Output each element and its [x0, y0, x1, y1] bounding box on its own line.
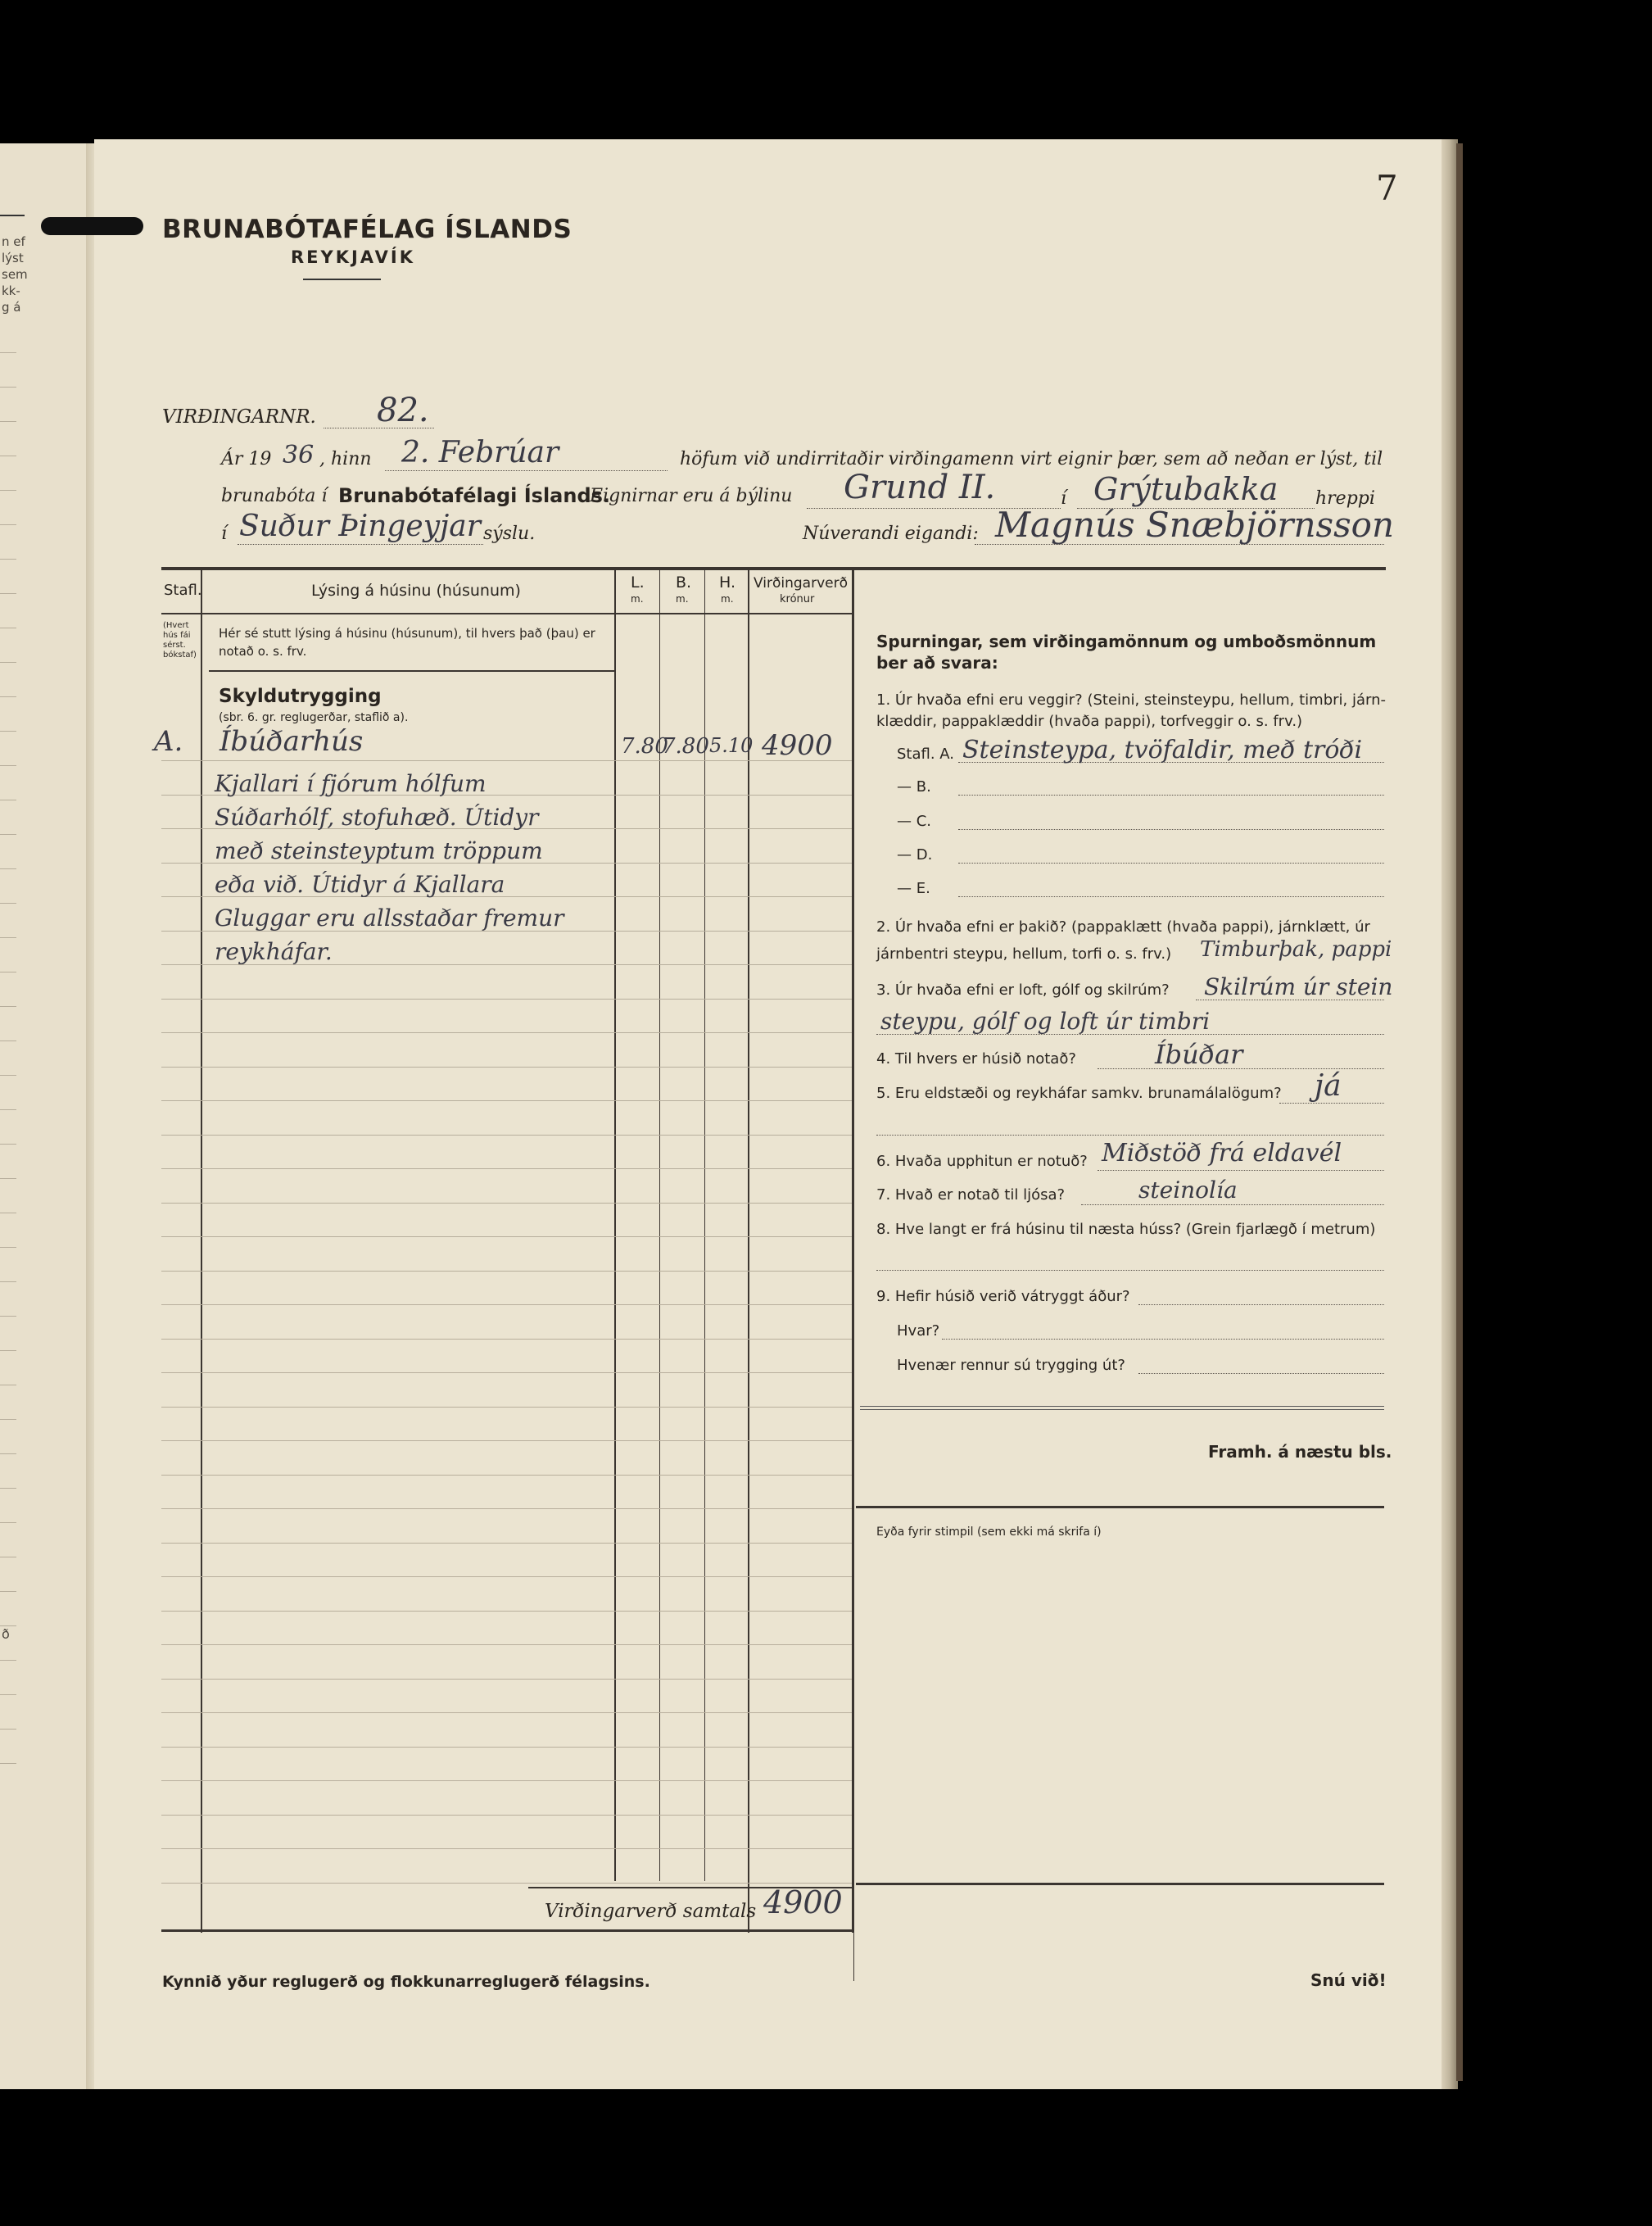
stamp-top-rule — [856, 1506, 1384, 1508]
left-page-ruled-line — [0, 490, 16, 491]
left-page-ruled-line — [0, 696, 16, 697]
binding-hole — [41, 217, 143, 235]
entry-width: 7.80 — [662, 734, 709, 759]
header-description: Lýsing á húsinu (húsunum) — [311, 582, 521, 600]
declaration-text: höfum við undirritaðir virðingamenn virt eignir þær, sem að neðan er lýst, til — [680, 449, 1383, 469]
stafl-note: (Hvert hús fái sérst. bókstaf) — [163, 621, 197, 660]
municipality: Grýtubakka — [1093, 471, 1279, 507]
left-page-ruled-line — [0, 765, 16, 766]
q9-where: Hvar? — [897, 1322, 940, 1340]
book-cover-edge — [1456, 143, 1463, 2081]
description-line: Gluggar eru allsstaðar fremur — [215, 904, 564, 932]
left-page-ruled-line — [0, 937, 16, 938]
total-label: Virðingarverð samtals — [545, 1901, 757, 1922]
ruled-line — [161, 1339, 852, 1340]
ruled-line — [161, 1508, 852, 1509]
continued-note: Framh. á næstu bls. — [1208, 1442, 1392, 1462]
col-l-rule — [614, 570, 616, 1881]
table-top-rule — [161, 567, 1386, 570]
record-date: 2. Febrúar — [401, 436, 559, 469]
page-number: 7 — [1376, 168, 1398, 208]
description-note: Hér sé stutt lýsing á húsinu (húsunum), til hvers það (þau) er notað o. s. frv. — [219, 626, 595, 659]
year-suffix: 36 — [283, 441, 315, 469]
q1-stafl: Stafl. A. — [897, 746, 955, 763]
left-page-ruled-line — [0, 524, 16, 525]
ruled-line — [161, 1236, 852, 1237]
entry-description — [215, 767, 563, 968]
question-6: 6. Hvaða upphitun er notuð? — [876, 1153, 1088, 1170]
header-value: Virðingarverð — [754, 575, 848, 592]
ruled-line — [161, 1780, 852, 1781]
q9-where-line — [942, 1339, 1384, 1340]
header-l-unit: m. — [631, 593, 644, 605]
left-page-ruled-line — [0, 1419, 16, 1420]
record-nr-label: VIRÐINGARNR. — [162, 406, 316, 428]
header-rule — [303, 279, 381, 280]
q5-line — [1279, 1103, 1384, 1104]
left-page-rule — [0, 215, 25, 216]
description-line: Kjallari í fjórum hólfum — [215, 770, 487, 797]
table-bottom-rule — [161, 1929, 853, 1932]
ruled-line — [161, 1440, 852, 1441]
questions-intro: Spurningar, sem virðingamönnum og umboðsmönnum ber að svara: — [876, 632, 1377, 673]
left-page-ruled-line — [0, 1316, 16, 1317]
left-page-ruled-line — [0, 1763, 16, 1764]
left-page-ruled-line — [0, 1109, 16, 1110]
ruled-line — [161, 1712, 852, 1713]
left-page-ruled-line — [0, 903, 16, 904]
left-page-ruled-line — [0, 868, 16, 869]
left-page-ruled-line — [0, 559, 16, 560]
entry-letter: A. — [154, 725, 183, 758]
q1-line-e — [958, 896, 1384, 897]
syslu-label: sýslu. — [483, 524, 536, 544]
q6-line — [1098, 1170, 1384, 1171]
q1-row-c: — C. — [897, 813, 932, 830]
q1-line-d — [958, 863, 1384, 864]
page-edge — [1442, 139, 1458, 2089]
ruled-line — [161, 1883, 852, 1884]
entry-name: Íbúðarhús — [220, 725, 364, 758]
header-l: L. — [631, 574, 645, 592]
header-h: H. — [719, 574, 735, 592]
q4-answer: Íbúðar — [1155, 1039, 1243, 1070]
ruled-line — [161, 1135, 852, 1136]
q9-line — [1138, 1304, 1384, 1305]
farm-label: Eignirnar eru á býlinu — [590, 486, 793, 506]
left-page-ruled-line — [0, 421, 16, 422]
left-page-ruled-line — [0, 1625, 16, 1626]
left-page-ruled-line — [0, 593, 16, 594]
left-page-ruled-line — [0, 731, 16, 732]
footer-turn: Snú við! — [1310, 1970, 1387, 1990]
owner-name: Magnús Snæbjörnsson — [995, 505, 1394, 545]
county: Suður Þingeyjar — [239, 510, 481, 543]
questions-rule-1 — [860, 1406, 1384, 1407]
q9-when-line — [1138, 1373, 1384, 1374]
description-line: með steinsteyptum tröppum — [215, 837, 543, 864]
entry-height: 5.10 — [709, 734, 754, 757]
question-9: 9. Hefir húsið verið vátryggt áður? — [876, 1288, 1130, 1305]
i-label-2: í — [221, 524, 228, 544]
date-line — [385, 470, 668, 471]
header-stafl: Stafl. — [164, 582, 202, 599]
declaration-text-2: brunabóta í — [221, 486, 328, 506]
ruled-line — [161, 999, 852, 1000]
ruled-line — [161, 1475, 852, 1476]
left-page-ruled-line — [0, 1350, 16, 1351]
q2-answer: Timburþak, pappi — [1200, 937, 1392, 962]
q9-when: Hvenær rennur sú trygging út? — [897, 1357, 1125, 1374]
left-page-ruled-line — [0, 1660, 16, 1661]
stamp-note: Eyða fyrir stimpil (sem ekki má skrifa í) — [876, 1526, 1102, 1539]
company-city: REYKJAVÍK — [291, 247, 415, 267]
question-3: 3. Úr hvaða efni er loft, gólf og skilrúm? — [876, 982, 1170, 999]
header-value-unit: krónur — [780, 593, 815, 605]
section-note: (sbr. 6. gr. reglugerðar, staflið a). — [219, 711, 409, 724]
question-8: 8. Hve langt er frá húsinu til næsta húss? (Grein fjarlægð í metrum) — [876, 1221, 1376, 1238]
ruled-line — [161, 1168, 852, 1169]
ruled-line — [161, 1271, 852, 1272]
header-bottom-rule — [161, 613, 853, 614]
owner-label: Núverandi eigandi: — [803, 524, 979, 544]
left-page-ruled-line — [0, 1178, 16, 1179]
header-b: B. — [676, 574, 692, 592]
left-page-ruled-line — [0, 1281, 16, 1282]
county-line — [238, 544, 483, 545]
ruled-line — [161, 1644, 852, 1645]
left-page-ruled-line — [0, 1144, 16, 1145]
ruled-line — [161, 1032, 852, 1033]
ruled-line — [161, 1407, 852, 1408]
entry-length: 7.80 — [621, 734, 668, 759]
question-4: 4. Til hvers er húsið notað? — [876, 1050, 1076, 1068]
record-nr: 82. — [377, 392, 429, 429]
ruled-line — [161, 1576, 852, 1577]
left-page-ruled-line — [0, 387, 16, 388]
company-title: BRUNABÓTAFÉLAG ÍSLANDS — [162, 215, 573, 244]
q1-row-d: — D. — [897, 846, 933, 864]
left-page-ruled-line — [0, 1247, 16, 1248]
question-1: 1. Úr hvaða efni eru veggir? (Steini, steinsteypu, hellum, timbri, járn-klæddir, pappaklæddir (hvaða pappi), torfveggir o. s. frv.) — [876, 691, 1386, 730]
date-label: , hinn — [319, 449, 372, 469]
ruled-line — [161, 760, 852, 761]
q1-row-b: — B. — [897, 778, 931, 796]
q3-answer-2: steypu, gólf og loft úr timbri — [880, 1008, 1211, 1035]
left-page-ruled-line — [0, 1522, 16, 1523]
questions-left-rule — [853, 570, 854, 1981]
q7-line — [1081, 1204, 1384, 1205]
question-2: 2. Úr hvaða efni er þakið? (pappaklætt (hvaða pappi), járnklætt, úr járnbentri steypu, hellum, torfi o. s. frv.) — [876, 918, 1370, 963]
ruled-line — [161, 1747, 852, 1748]
col-h-rule — [704, 570, 705, 1881]
ruled-line — [161, 1611, 852, 1612]
ruled-line — [161, 1679, 852, 1680]
ruled-line — [161, 1067, 852, 1068]
entry-value: 4900 — [762, 729, 833, 762]
q1-row-e: — E. — [897, 880, 930, 897]
questions-rule-2 — [860, 1409, 1384, 1410]
left-page-ruled-line — [0, 834, 16, 835]
left-page-ruled-line — [0, 1488, 16, 1489]
ruled-line — [161, 1848, 852, 1849]
question-5: 5. Eru eldstæði og reykháfar samkv. brunamálalögum? — [876, 1085, 1282, 1102]
i-label: í — [1061, 488, 1067, 509]
question-7: 7. Hvað er notað til ljósa? — [876, 1186, 1066, 1204]
header-b-unit: m. — [676, 593, 689, 605]
ruled-line — [161, 1372, 852, 1373]
q7-answer: steinolía — [1138, 1176, 1238, 1204]
q3-answer-1: Skilrúm úr stein — [1204, 973, 1393, 1000]
left-page-ruled-line — [0, 1694, 16, 1695]
hreppi-label: hreppi — [1315, 488, 1375, 509]
col-stafl-rule — [201, 570, 202, 1933]
year-label: Ár 19 — [221, 449, 272, 469]
left-page-ruled-line — [0, 662, 16, 663]
note-bottom-rule — [209, 670, 614, 672]
section-title: Skyldutrygging — [219, 686, 382, 707]
q1-line-c — [958, 829, 1384, 830]
left-page-ruled-line — [0, 1453, 16, 1454]
farm-name: Grund II. — [844, 469, 996, 506]
ruled-line — [161, 1203, 852, 1204]
ruled-line — [161, 1815, 852, 1816]
left-page-ruled-line — [0, 1075, 16, 1076]
form-page — [94, 139, 1444, 2089]
left-page-ruled-line — [0, 1591, 16, 1592]
q8-line — [876, 1270, 1384, 1271]
left-page-text-lower: ð — [2, 1626, 10, 1642]
col-value-rule — [748, 570, 749, 1933]
total-value: 4900 — [763, 1884, 843, 1920]
ruled-line — [161, 1543, 852, 1544]
q5-answer: já — [1315, 1069, 1342, 1103]
description-line: reykháfar. — [215, 938, 333, 965]
ruled-line — [161, 1100, 852, 1101]
q1-answer: Steinsteypa, tvöfaldir, með tróði — [962, 736, 1363, 764]
left-page-ruled-line — [0, 1040, 16, 1041]
q6-answer: Miðstöð frá eldavél — [1102, 1139, 1342, 1167]
left-page-ruled-line — [0, 352, 16, 353]
stamp-bottom-rule — [856, 1883, 1384, 1885]
ruled-line — [161, 1304, 852, 1305]
left-page — [0, 143, 90, 2089]
col-b-rule — [659, 570, 660, 1881]
company-name-bold: Brunabótafélagi Íslands. — [338, 484, 611, 507]
header-h-unit: m. — [721, 593, 734, 605]
q1-line-b — [958, 795, 1384, 796]
left-page-text: n ef lýst sem kk- g á — [2, 234, 28, 315]
description-line: Súðarhólf, stofuhæð. Útidyr — [215, 804, 539, 831]
q5-line-2 — [876, 1135, 1384, 1136]
left-page-ruled-line — [0, 1006, 16, 1007]
description-line: eða við. Útidyr á Kjallara — [215, 871, 505, 898]
footer-note: Kynnið yður reglugerð og flokkunarreglugerð félagsins. — [162, 1973, 650, 1991]
left-page-ruled-line — [0, 1729, 16, 1730]
